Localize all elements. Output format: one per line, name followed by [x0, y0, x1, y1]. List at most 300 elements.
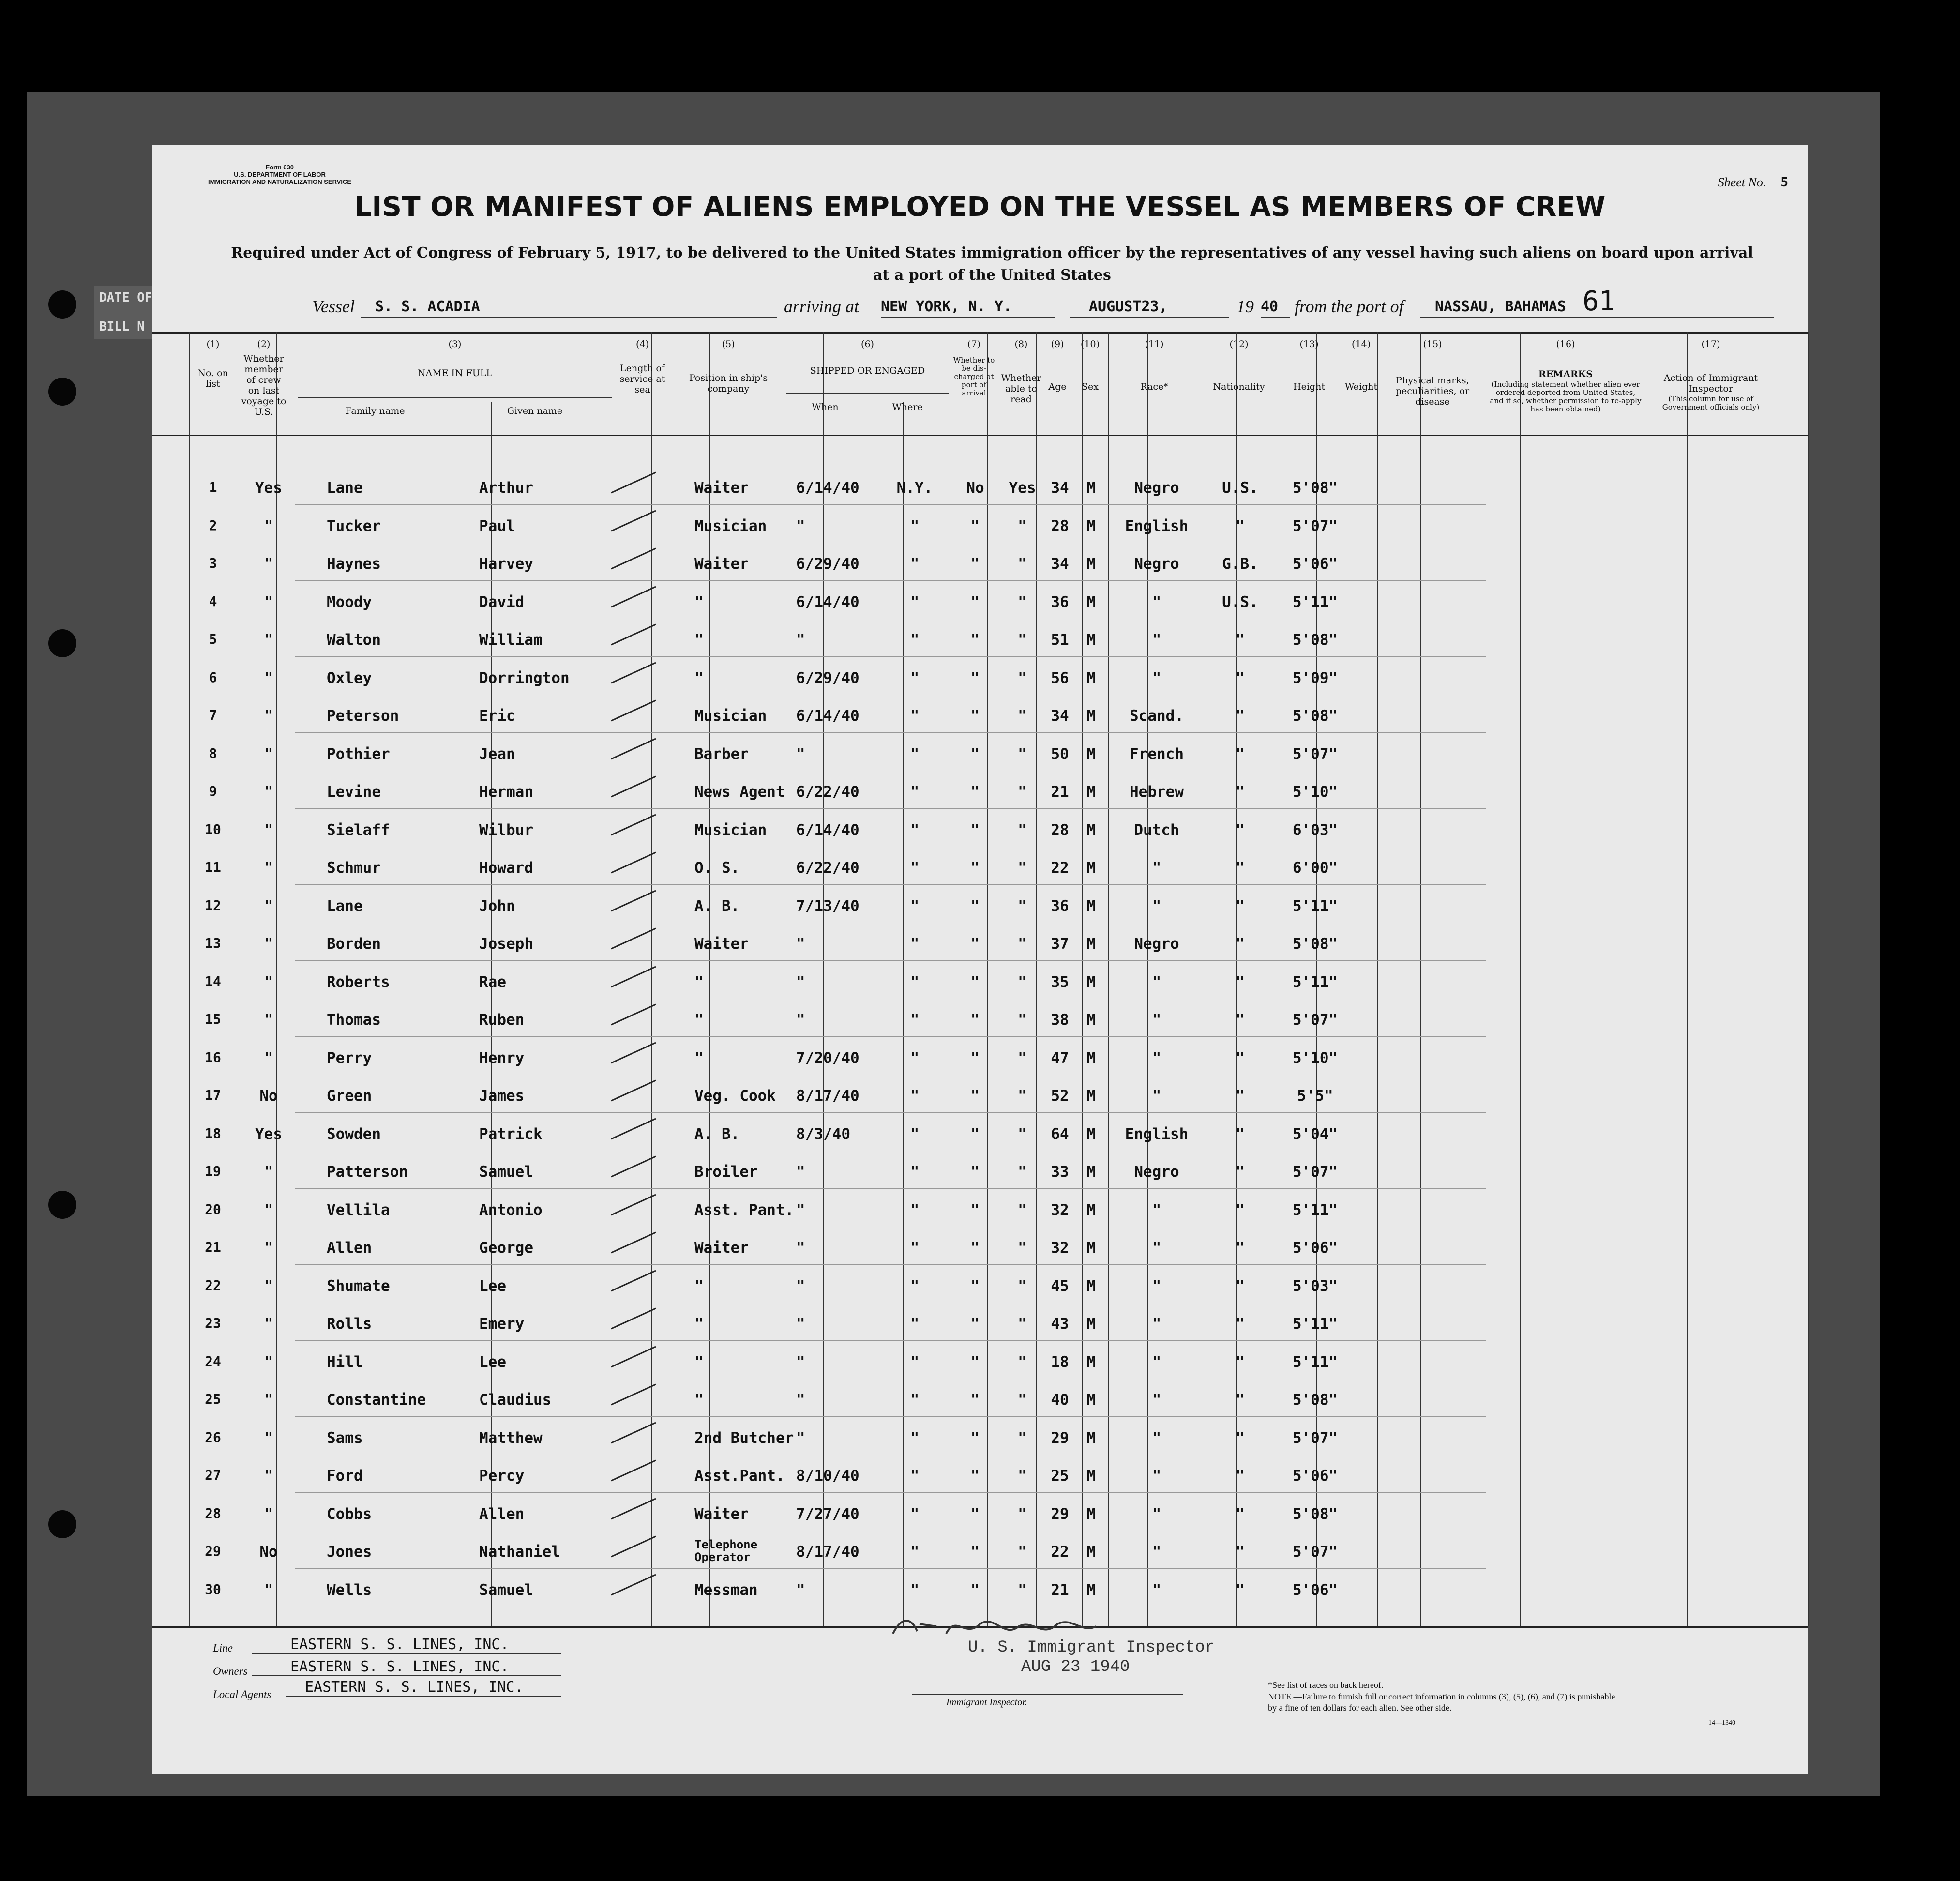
- cell-age: 34: [1051, 555, 1069, 573]
- col-2-header: Whether member of crew on last voyage to U.S.: [241, 353, 286, 417]
- cell-when: 8/3/40: [796, 1125, 850, 1143]
- cell-race: ": [1152, 1467, 1161, 1485]
- check-mark: [607, 1229, 661, 1258]
- cell-race: ": [1152, 973, 1161, 991]
- cell-height: 5'08": [1292, 1391, 1338, 1409]
- cell-discharged: ": [970, 1429, 980, 1447]
- col-12-header: Nationality: [1213, 381, 1265, 392]
- cell-sex: M: [1086, 1125, 1096, 1143]
- cell-when: ": [796, 1353, 805, 1371]
- row-rule: [295, 1416, 1486, 1417]
- cell-family: Sams: [327, 1429, 363, 1447]
- cell-race: Hebrew: [1130, 783, 1184, 801]
- cell-read: ": [1018, 1087, 1027, 1105]
- cell-read: ": [1018, 1163, 1027, 1181]
- cell-where: ": [910, 973, 920, 991]
- cell-sex: M: [1086, 1315, 1096, 1333]
- col-12-no: (12): [1229, 339, 1249, 349]
- cell-where: ": [910, 517, 920, 535]
- cell-no: 16: [205, 1049, 221, 1065]
- cell-where: ": [910, 707, 920, 725]
- cell-family: Allen: [327, 1239, 372, 1257]
- table-row: [152, 1201, 1808, 1239]
- cell-where: ": [910, 1391, 920, 1409]
- cell-position: Asst. Pant.: [694, 1201, 794, 1219]
- cell-no: 25: [205, 1391, 221, 1407]
- table-row: [152, 1011, 1808, 1049]
- cell-when: ": [796, 935, 805, 953]
- cell-crew: ": [264, 669, 273, 687]
- form-identifier: [208, 164, 351, 185]
- cell-crew: ": [264, 1429, 273, 1447]
- cell-read: ": [1018, 1391, 1027, 1409]
- col-9-header: Age: [1048, 381, 1067, 392]
- cell-given: George: [479, 1239, 533, 1257]
- table-row: [152, 1125, 1808, 1163]
- col-17-note: (This column for use of Government officials only): [1662, 394, 1760, 411]
- row-rule: [295, 960, 1486, 961]
- cell-crew: ": [264, 783, 273, 801]
- check-mark: [607, 925, 661, 954]
- cell-height: 5'06": [1292, 1467, 1338, 1485]
- cell-family: Green: [327, 1087, 372, 1105]
- col-6a-header: When: [812, 402, 839, 412]
- cell-crew: No: [259, 1543, 278, 1561]
- cell-race: ": [1152, 1543, 1161, 1561]
- line-label: Line: [213, 1642, 233, 1654]
- cell-race: Scand.: [1130, 707, 1184, 725]
- table-row: [152, 1277, 1808, 1315]
- cell-position: Waiter: [694, 935, 749, 953]
- cell-nationality: ": [1236, 1315, 1245, 1333]
- cell-height: 5'07": [1292, 1011, 1338, 1029]
- cell-sex: M: [1086, 1429, 1096, 1447]
- check-mark: [607, 1153, 661, 1182]
- cell-where: ": [910, 1163, 920, 1181]
- cell-when: 6/14/40: [796, 593, 859, 611]
- cell-no: 3: [209, 555, 217, 571]
- cell-read: ": [1018, 1315, 1027, 1333]
- cell-height: 5'11": [1292, 1315, 1338, 1333]
- cell-sex: M: [1086, 745, 1096, 763]
- row-rule: [295, 1036, 1486, 1037]
- agents-label: Local Agents: [213, 1688, 271, 1700]
- cell-nationality: ": [1236, 745, 1245, 763]
- table-row: [152, 1239, 1808, 1277]
- cell-when: ": [796, 1315, 805, 1333]
- header-sub-rule: [298, 397, 612, 398]
- cell-height: 5'06": [1292, 555, 1338, 573]
- cell-given: Percy: [479, 1467, 525, 1485]
- cell-given: Wilbur: [479, 821, 533, 839]
- cell-race: Dutch: [1134, 821, 1179, 839]
- cell-nationality: ": [1236, 517, 1245, 535]
- cell-age: 64: [1051, 1125, 1069, 1143]
- cell-nationality: U.S.: [1222, 593, 1258, 611]
- cell-height: 5'07": [1292, 1163, 1338, 1181]
- cell-position: A. B.: [694, 897, 740, 915]
- cell-height: 5'08": [1292, 479, 1338, 497]
- cell-given: John: [479, 897, 515, 915]
- check-mark: [607, 1571, 661, 1600]
- cell-position: ": [694, 1011, 704, 1029]
- header-sub-rule: [786, 393, 949, 394]
- line-name: EASTERN S. S. LINES, INC.: [252, 1636, 561, 1654]
- cell-given: Emery: [479, 1315, 525, 1333]
- check-mark: [607, 1495, 661, 1524]
- cell-where: ": [910, 1315, 920, 1333]
- cell-when: 6/22/40: [796, 783, 859, 801]
- table-row: [152, 1163, 1808, 1201]
- cell-age: 45: [1051, 1277, 1069, 1295]
- from-port-label: from the port of: [1295, 297, 1404, 316]
- cell-race: ": [1152, 1581, 1161, 1599]
- manifest-page: [152, 145, 1808, 1774]
- row-rule: [295, 1264, 1486, 1265]
- form-code: 14—1340: [1708, 1719, 1735, 1727]
- cell-given: Lee: [479, 1277, 506, 1295]
- table-row: [152, 669, 1808, 707]
- cell-family: Borden: [327, 935, 381, 953]
- binder-hole: [48, 1510, 76, 1538]
- cell-where: ": [910, 1581, 920, 1599]
- col-16-no: (16): [1556, 339, 1575, 349]
- cell-position: Musician: [694, 707, 767, 725]
- cell-position: ": [694, 669, 704, 687]
- cell-read: ": [1018, 745, 1027, 763]
- table-row: [152, 821, 1808, 859]
- owners-name: EASTERN S. S. LINES, INC.: [252, 1658, 561, 1676]
- cell-sex: M: [1086, 1581, 1096, 1599]
- cell-sex: M: [1086, 1353, 1096, 1371]
- col-3b-header: Given name: [507, 406, 563, 416]
- cell-family: Ford: [327, 1467, 363, 1485]
- cell-when: ": [796, 517, 805, 535]
- cell-sex: M: [1086, 1163, 1096, 1181]
- cell-race: Negro: [1134, 935, 1179, 953]
- cell-race: English: [1125, 1125, 1189, 1143]
- cell-when: 6/14/40: [796, 707, 859, 725]
- cell-age: 25: [1051, 1467, 1069, 1485]
- cell-race: ": [1152, 1315, 1161, 1333]
- sheet-value: 5: [1780, 175, 1788, 190]
- check-mark: [607, 1380, 661, 1410]
- cell-no: 1: [209, 479, 217, 495]
- cell-sex: M: [1086, 1011, 1096, 1029]
- cell-discharged: ": [970, 1543, 980, 1561]
- cell-age: 52: [1051, 1087, 1069, 1105]
- cell-family: Patterson: [327, 1163, 408, 1181]
- cell-position: Musician: [694, 821, 767, 839]
- cell-sex: M: [1086, 783, 1096, 801]
- cell-height: 6'03": [1292, 821, 1338, 839]
- table-row: [152, 1429, 1808, 1467]
- cell-age: 50: [1051, 745, 1069, 763]
- cell-sex: M: [1086, 1277, 1096, 1295]
- cell-discharged: ": [970, 1315, 980, 1333]
- cell-crew: ": [264, 1277, 273, 1295]
- cell-no: 7: [209, 707, 217, 723]
- cell-no: 19: [205, 1163, 221, 1179]
- cell-when: ": [796, 631, 805, 649]
- check-mark: [607, 1532, 661, 1562]
- cell-sex: M: [1086, 973, 1096, 991]
- cell-where: ": [910, 1277, 920, 1295]
- check-mark: [607, 659, 661, 688]
- cell-read: Yes: [1009, 479, 1036, 497]
- cell-crew: Yes: [255, 479, 282, 497]
- cell-nationality: ": [1236, 821, 1245, 839]
- cell-read: ": [1018, 669, 1027, 687]
- cell-where: ": [910, 593, 920, 611]
- cell-age: 22: [1051, 1543, 1069, 1561]
- cell-family: Thomas: [327, 1011, 381, 1029]
- cell-where: ": [910, 859, 920, 877]
- cell-read: ": [1018, 859, 1027, 877]
- cell-height: 5'07": [1292, 517, 1338, 535]
- cell-age: 34: [1051, 707, 1069, 725]
- check-mark: [607, 1191, 661, 1220]
- cell-given: Rae: [479, 973, 506, 991]
- cell-no: 4: [209, 593, 217, 609]
- sheet-label: Sheet No.: [1718, 175, 1766, 189]
- cell-when: 6/22/40: [796, 859, 859, 877]
- cell-sex: M: [1086, 707, 1096, 725]
- cell-where: ": [910, 745, 920, 763]
- cell-height: 6'00": [1292, 859, 1338, 877]
- col-8-header: Whether able to read: [1001, 373, 1041, 405]
- cell-given: Henry: [479, 1049, 525, 1067]
- page-mark: 61: [1583, 286, 1615, 317]
- cell-when: 7/20/40: [796, 1049, 859, 1067]
- cell-age: 36: [1051, 897, 1069, 915]
- cell-discharged: ": [970, 631, 980, 649]
- cell-no: 11: [205, 859, 221, 875]
- cell-sex: M: [1086, 517, 1096, 535]
- binder-hole: [48, 290, 76, 319]
- cell-crew: ": [264, 859, 273, 877]
- cell-where: ": [910, 1049, 920, 1067]
- cell-when: ": [796, 1239, 805, 1257]
- cell-crew: ": [264, 1239, 273, 1257]
- cell-position: Telephone Operator: [694, 1538, 758, 1564]
- cell-read: ": [1018, 1429, 1027, 1447]
- cell-sex: M: [1086, 669, 1096, 687]
- cell-given: Joseph: [479, 935, 533, 953]
- cell-sex: M: [1086, 897, 1096, 915]
- cell-no: 8: [209, 745, 217, 761]
- cell-where: ": [910, 669, 920, 687]
- binder-hole: [48, 378, 76, 406]
- cell-nationality: ": [1236, 1543, 1245, 1561]
- cell-race: ": [1152, 859, 1161, 877]
- cell-nationality: ": [1236, 973, 1245, 991]
- cell-read: ": [1018, 973, 1027, 991]
- table-row: [152, 1315, 1808, 1353]
- cell-no: 9: [209, 783, 217, 799]
- check-mark: [607, 507, 661, 536]
- check-mark: [607, 621, 661, 650]
- cell-position: ": [694, 1353, 704, 1371]
- cell-position: Veg. Cook: [694, 1087, 776, 1105]
- cell-discharged: ": [970, 1353, 980, 1371]
- col-13-header: Height: [1293, 381, 1325, 392]
- cell-nationality: ": [1236, 1049, 1245, 1067]
- row-rule: [295, 884, 1486, 885]
- cell-position: ": [694, 1277, 704, 1295]
- cell-discharged: ": [970, 897, 980, 915]
- cell-when: 7/13/40: [796, 897, 859, 915]
- table-row: [152, 745, 1808, 783]
- col-17-header: Action of Immigrant Inspector: [1663, 373, 1758, 394]
- cell-position: Waiter: [694, 479, 749, 497]
- header-bottom-rule: [152, 435, 1808, 436]
- cell-given: Samuel: [479, 1163, 533, 1181]
- cell-read: ": [1018, 935, 1027, 953]
- cell-when: ": [796, 1391, 805, 1409]
- cell-sex: M: [1086, 1201, 1096, 1219]
- cell-discharged: ": [970, 1087, 980, 1105]
- inspection-stamp-date: AUG 23 1940: [1021, 1658, 1130, 1676]
- cell-given: James: [479, 1087, 525, 1105]
- row-rule: [295, 1340, 1486, 1341]
- col-7-header: Whether to be dis-charged at port of arrival: [953, 356, 995, 397]
- page-title: LIST OR MANIFEST OF ALIENS EMPLOYED ON THE VESSEL AS MEMBERS OF CREW: [354, 191, 1606, 223]
- cell-age: 32: [1051, 1201, 1069, 1219]
- cell-given: Nathaniel: [479, 1543, 560, 1561]
- arrival-date: AUGUST23,: [1070, 298, 1229, 318]
- cell-age: 21: [1051, 783, 1069, 801]
- cell-read: ": [1018, 1277, 1027, 1295]
- cell-where: ": [910, 1087, 920, 1105]
- cell-height: 5'5": [1297, 1087, 1333, 1105]
- col-6-no: (6): [861, 339, 874, 349]
- cell-where: ": [910, 783, 920, 801]
- cell-where: ": [910, 1239, 920, 1257]
- cell-given: Patrick: [479, 1125, 543, 1143]
- col-6b-header: Where: [892, 402, 923, 412]
- cell-nationality: ": [1236, 783, 1245, 801]
- cell-read: ": [1018, 897, 1027, 915]
- cell-race: ": [1152, 1429, 1161, 1447]
- header-top-rule: [152, 332, 1808, 334]
- cell-position: ": [694, 593, 704, 611]
- cell-sex: M: [1086, 631, 1096, 649]
- cell-discharged: ": [970, 1467, 980, 1485]
- cell-sex: M: [1086, 1391, 1096, 1409]
- cell-when: ": [796, 1277, 805, 1295]
- cell-age: 18: [1051, 1353, 1069, 1371]
- table-row: [152, 517, 1808, 555]
- cell-nationality: ": [1236, 859, 1245, 877]
- table-row: [152, 1391, 1808, 1429]
- cell-crew: ": [264, 707, 273, 725]
- cell-height: 5'09": [1292, 669, 1338, 687]
- cell-nationality: ": [1236, 1353, 1245, 1371]
- cell-crew: ": [264, 973, 273, 991]
- cell-age: 38: [1051, 1011, 1069, 1029]
- cell-where: ": [910, 631, 920, 649]
- cell-age: 36: [1051, 593, 1069, 611]
- arriving-label: arriving at: [784, 297, 859, 316]
- table-row: [152, 859, 1808, 897]
- check-mark: [607, 1077, 661, 1106]
- cell-no: 5: [209, 631, 217, 647]
- table-row: [152, 631, 1808, 669]
- cell-age: 21: [1051, 1581, 1069, 1599]
- cell-given: Samuel: [479, 1581, 533, 1599]
- cell-no: 26: [205, 1429, 221, 1445]
- cell-no: 28: [205, 1505, 221, 1521]
- cell-race: Negro: [1134, 1163, 1179, 1181]
- cell-discharged: ": [970, 859, 980, 877]
- cell-family: Constantine: [327, 1391, 426, 1409]
- table-row: [152, 479, 1808, 517]
- table-row: [152, 935, 1808, 973]
- cell-crew: ": [264, 1315, 273, 1333]
- cell-position: ": [694, 1049, 704, 1067]
- cell-height: 5'08": [1292, 631, 1338, 649]
- cell-crew: Yes: [255, 1125, 282, 1143]
- cell-discharged: ": [970, 973, 980, 991]
- check-mark: [607, 545, 661, 574]
- cell-where: ": [910, 1429, 920, 1447]
- cell-crew: ": [264, 555, 273, 573]
- table-row: [152, 1049, 1808, 1087]
- cell-where: N.Y.: [896, 479, 933, 497]
- cell-no: 13: [205, 935, 221, 951]
- cell-family: Moody: [327, 593, 372, 611]
- row-rule: [295, 1492, 1486, 1493]
- cell-nationality: ": [1236, 631, 1245, 649]
- cell-sex: M: [1086, 593, 1096, 611]
- cell-nationality: ": [1236, 1429, 1245, 1447]
- cell-crew: ": [264, 517, 273, 535]
- cell-nationality: ": [1236, 935, 1245, 953]
- cell-discharged: ": [970, 555, 980, 573]
- cell-no: 22: [205, 1277, 221, 1293]
- col-5-no: (5): [722, 339, 735, 349]
- cell-race: ": [1152, 1087, 1161, 1105]
- cell-discharged: ": [970, 593, 980, 611]
- cell-height: 5'08": [1292, 1505, 1338, 1523]
- cell-when: 6/29/40: [796, 669, 859, 687]
- cell-crew: No: [259, 1087, 278, 1105]
- arrival-port: NEW YORK, N. Y.: [881, 298, 1055, 318]
- col-14-header: Weight: [1344, 381, 1378, 392]
- cell-when: 6/14/40: [796, 479, 859, 497]
- cell-crew: ": [264, 1049, 273, 1067]
- cell-no: 12: [205, 897, 221, 913]
- cell-nationality: ": [1236, 1581, 1245, 1599]
- cell-crew: ": [264, 1201, 273, 1219]
- check-mark: [607, 697, 661, 726]
- table-row: [152, 1087, 1808, 1125]
- cell-discharged: ": [970, 1391, 980, 1409]
- cell-no: 27: [205, 1467, 221, 1483]
- table-row: [152, 897, 1808, 935]
- cell-height: 5'06": [1292, 1239, 1338, 1257]
- cell-no: 14: [205, 973, 221, 989]
- cell-discharged: ": [970, 1011, 980, 1029]
- cell-where: ": [910, 1011, 920, 1029]
- cell-given: Jean: [479, 745, 515, 763]
- cell-sex: M: [1086, 935, 1096, 953]
- row-rule: [295, 732, 1486, 733]
- cell-crew: ": [264, 935, 273, 953]
- cell-no: 29: [205, 1543, 221, 1559]
- table-row: [152, 593, 1808, 631]
